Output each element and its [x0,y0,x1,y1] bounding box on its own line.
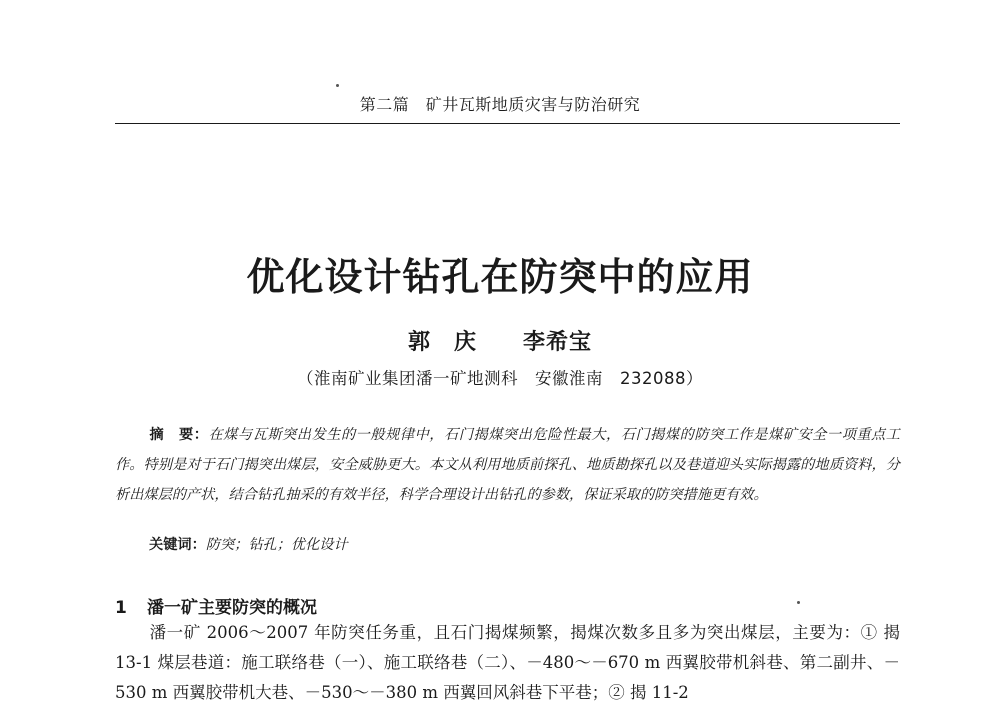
keywords-block [149,534,348,554]
keywords-label: 关键词： [149,537,206,553]
keywords-text: 防突；钻孔；优化设计 [205,537,348,553]
section-heading [115,593,317,618]
section-body [115,618,900,708]
abstract-label: 摘 要： [149,427,209,443]
header-rule [115,123,900,124]
abstract-block [115,420,900,510]
author-affiliation: （淮南矿业集团潘一矿地测科 安徽淮南 232088） [297,369,703,388]
section-number: 1 [115,598,127,618]
abstract-text: 在煤与瓦斯突出发生的一般规律中，石门揭煤突出危险性最大，石门揭煤的防突工作是煤矿安全一项重点工作。特别是对于石门揭突出煤层，安全威胁更大。本文从利用地质前探孔、地质勘探孔以及巷道迎头实际揭露的地质资料，分析出煤层的产状，结合钻孔抽采的有效半径，科学合理设计出钻孔的参数，保证采取的防突措施更有效。 [115,427,900,503]
article-title: 优化设计钻孔在防突中的应用 [246,255,754,299]
scan-speck [797,601,800,604]
author-names: 郭 庆 李希宝 [407,329,592,355]
running-head: 第二篇 矿井瓦斯地质灾害与防治研究 [359,95,641,114]
section-body-text: 潘一矿 2006～2007 年防突任务重，且石门揭煤频繁，揭煤次数多且多为突出煤层，主要为：① 揭 13-1 煤层巷道：施工联络巷（一）、施工联络巷（二）、－480～－670 m 西翼胶带机斜巷、第二副井、－530 m 西翼胶带机大巷、－530～－380 m 西翼回风斜巷下平巷；② 揭 11-2 [115,623,900,702]
scan-speck [336,84,339,87]
section-title: 潘一矿主要防突的概况 [147,598,317,618]
